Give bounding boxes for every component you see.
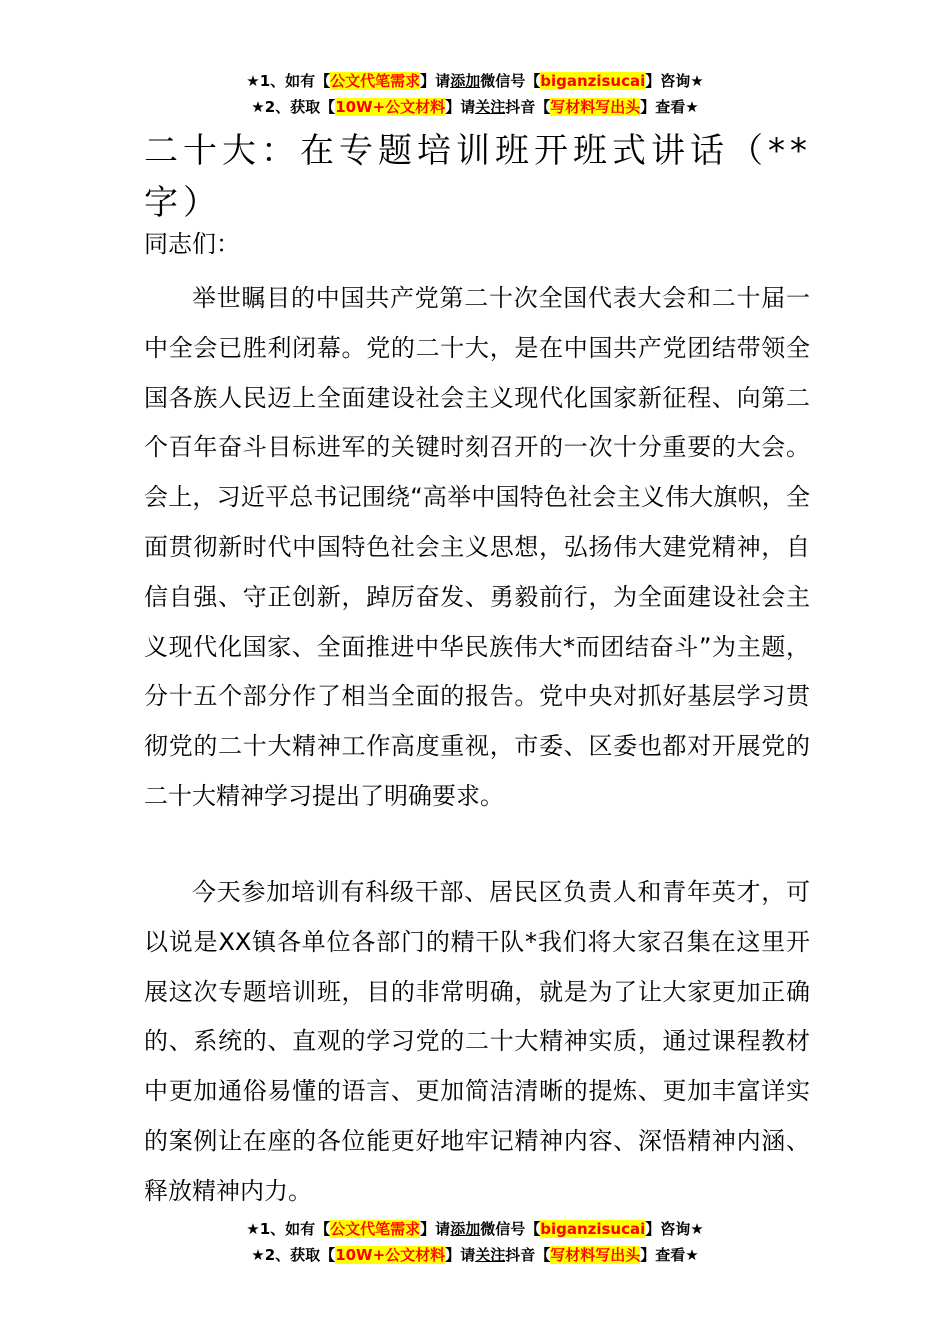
promo-emphasis: 关注 [475,1246,506,1264]
promo-text: ★1、如有【 [246,1220,331,1238]
promo-account: 写材料写出头 [550,1246,641,1264]
promo-line-2 [0,1242,950,1268]
body-paragraph-1: 举世瞩目的中国共产党第二十次全国代表大会和二十届一中全会已胜利闭幕。党的二十大，是在中国共产党团结带领全国各族人民迈上全面建设社会主义现代化国家新征程、向第二个百年奋斗目标进军的关键时刻召开的一次十分重要的大会。会上，习近平总书记围绕“高举中国特色社会主义伟大旗帜，全面贯彻新时代中国特色社会主义思想，弘扬伟大建党精神，自信自强、守正创新，踔厉奋发、勇毅前行，为全面建设社会主义现代化国家、全面推进中华民族伟大*而团结奋斗”为主题，分十五个部分作了相当全面的报告。党中央对抓好基层学习贯彻党的二十大精神工作高度重视，市委、区委也都对开展党的二十大精神学习提出了明确要求。 [144,284,810,810]
promo-emphasis: 添加 [450,72,481,90]
salutation: 同志们： [144,230,240,258]
promo-text: 】请 [445,1246,476,1264]
promo-emphasis: 关注 [475,98,506,116]
document-title: 二十大：在专题培训班开班式讲话（**字） [144,131,812,223]
promo-highlight: 10W+公文材料 [335,98,446,116]
promo-highlight: 公文代笔需求 [330,1220,421,1238]
promo-text: 抖音【 [505,98,551,116]
promo-highlight: 10W+公文材料 [335,1246,446,1264]
promo-text: 微信号【 [480,1220,541,1238]
promo-text: 】请 [420,1220,451,1238]
promo-line-2 [0,94,950,120]
bottom-promo-banner [0,1216,950,1268]
top-promo-banner [0,68,950,120]
promo-text: 】咨询★ [645,1220,704,1238]
promo-text: ★2、获取【 [251,1246,336,1264]
promo-text: ★1、如有【 [246,72,331,90]
body-paragraph-2: 今天参加培训有科级干部、居民区负责人和青年英才，可以说是XX镇各单位各部门的精干队*我们将大家召集在这里开展这次专题培训班，目的非常明确，就是为了让大家更加正确的、系统的、直观的学习党的二十大精神实质，通过课程教材中更加通俗易懂的语言、更加简洁清晰的提炼、更加丰富详实的案例让在座的各位能更好地牢记精神内容、深悟精神内涵、释放精神内力。 [144,878,810,1205]
promo-emphasis: 添加 [450,1220,481,1238]
promo-highlight: 公文代笔需求 [330,72,421,90]
promo-text: 】咨询★ [645,72,704,90]
promo-account: biganzisucai [540,72,646,90]
promo-line-1 [0,1216,950,1242]
promo-line-1 [0,68,950,94]
promo-text: 微信号【 [480,72,541,90]
promo-text: 】请 [420,72,451,90]
promo-account: biganzisucai [540,1220,646,1238]
promo-text: ★2、获取【 [251,98,336,116]
promo-text: 】查看★ [640,98,699,116]
promo-account: 写材料写出头 [550,98,641,116]
promo-text: 】查看★ [640,1246,699,1264]
promo-text: 】请 [445,98,476,116]
promo-text: 抖音【 [505,1246,551,1264]
